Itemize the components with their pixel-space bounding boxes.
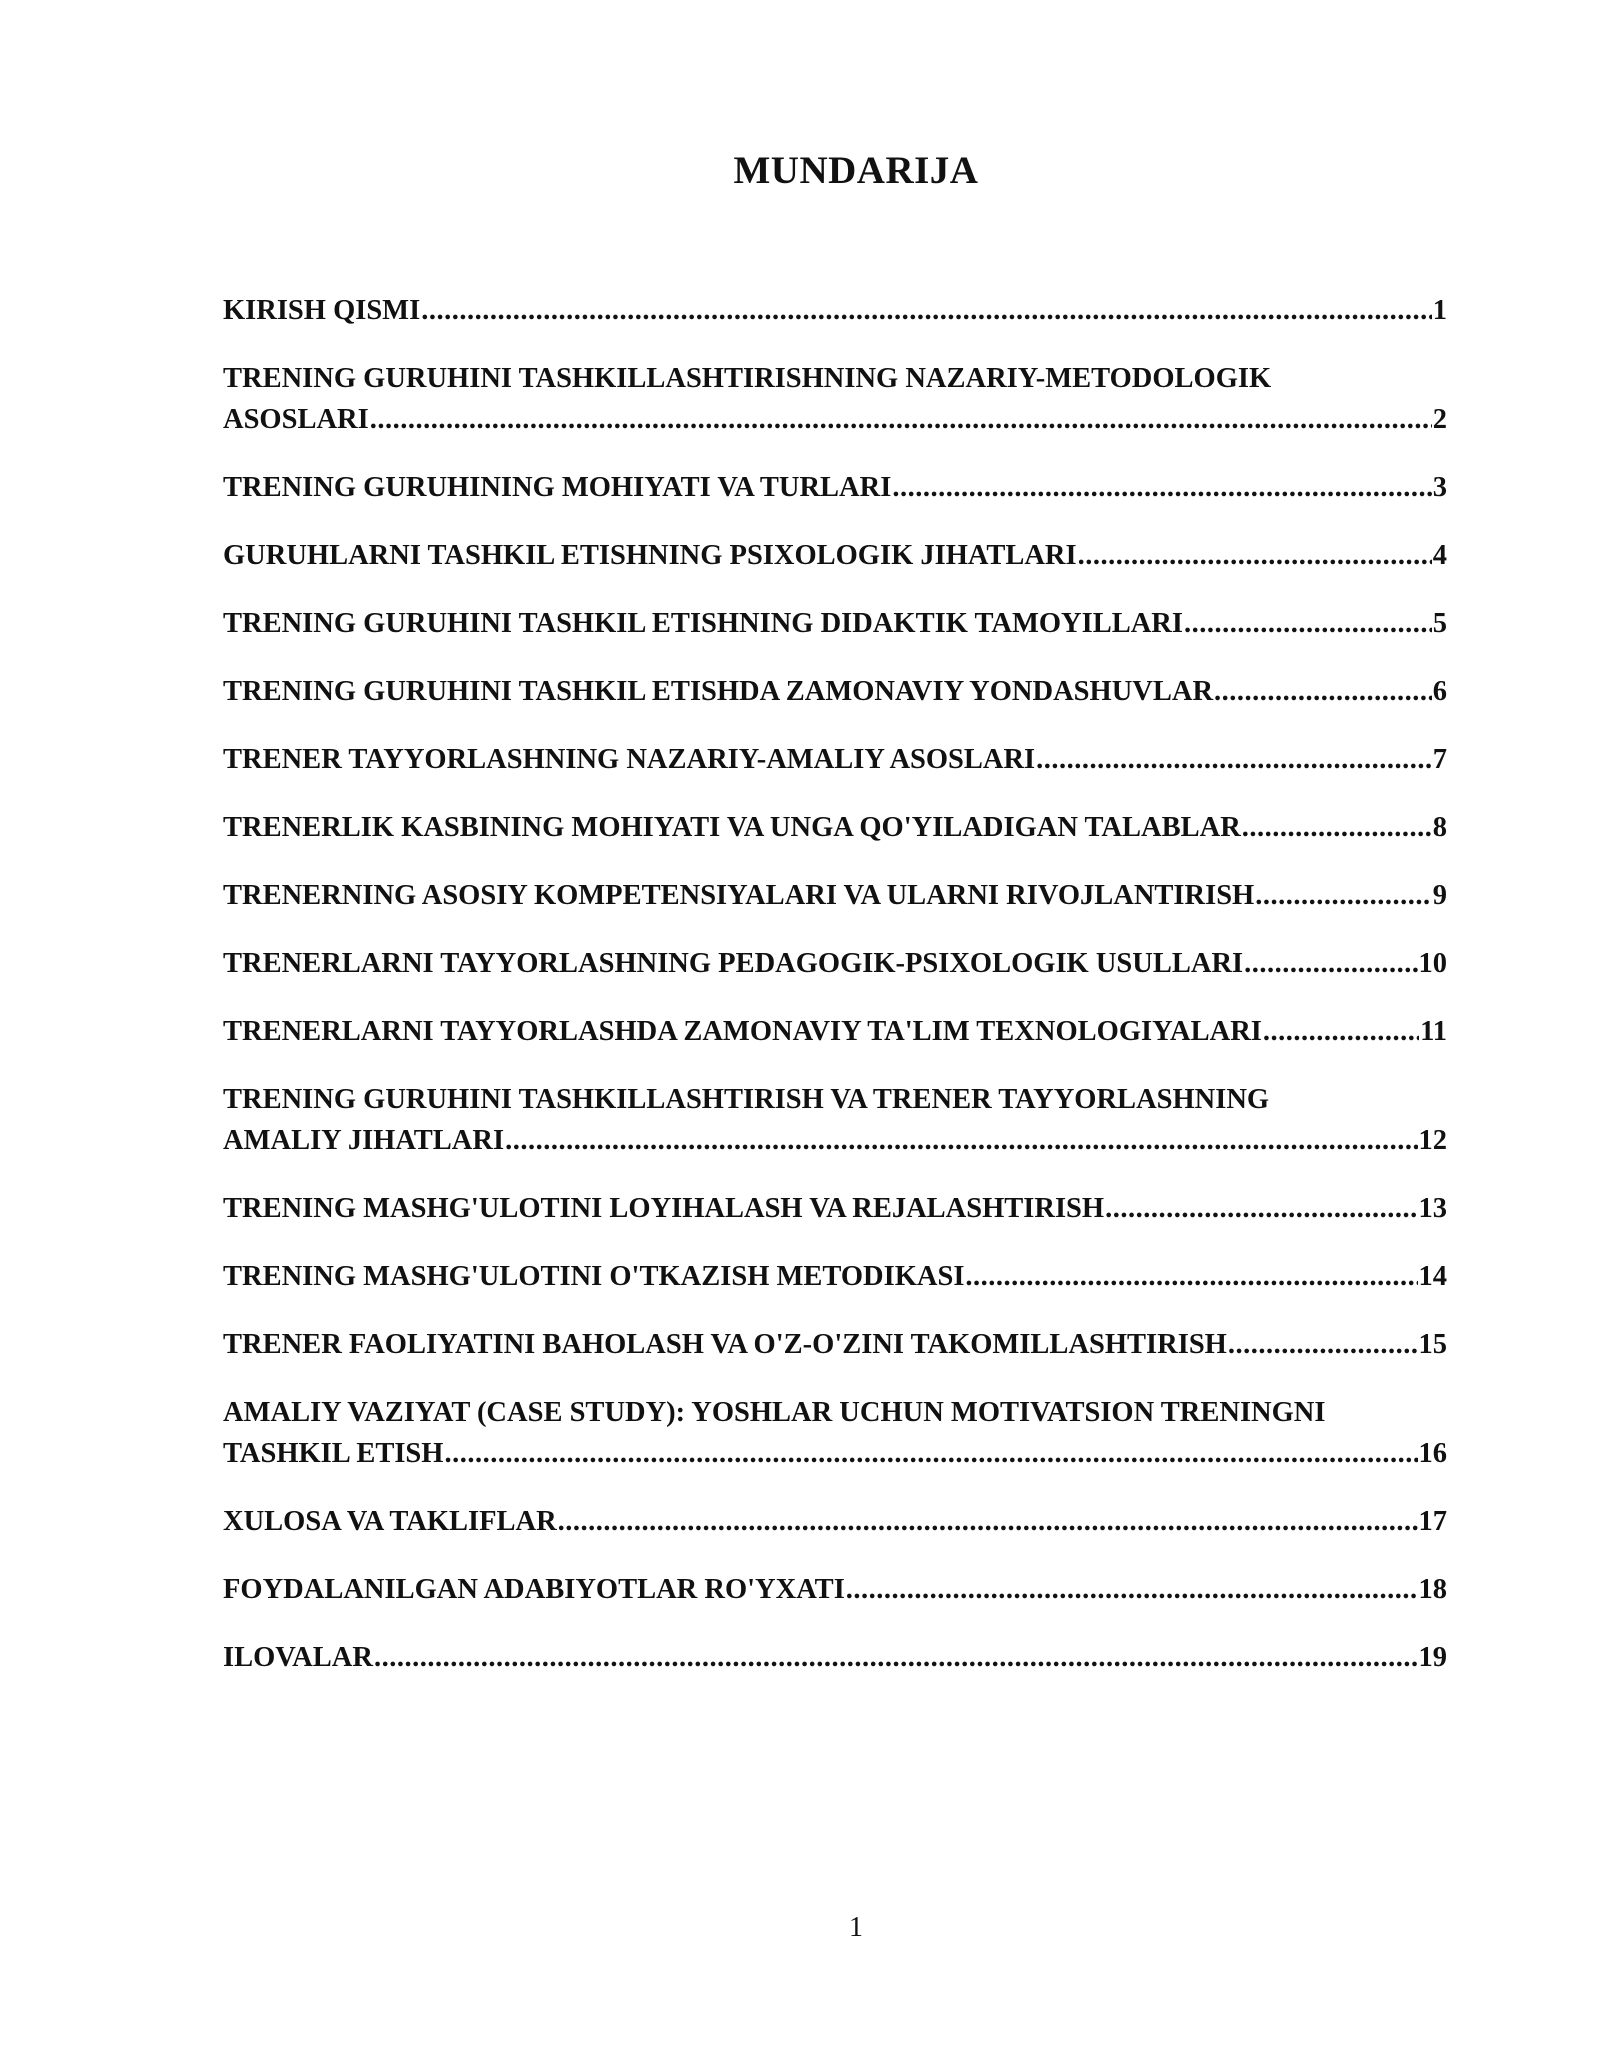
toc-page-number: 14 bbox=[1418, 1261, 1447, 1292]
toc-entry[interactable] bbox=[223, 603, 1447, 644]
dot-leader bbox=[1242, 807, 1432, 848]
dot-leader bbox=[965, 1256, 1417, 1297]
toc-entry-line bbox=[223, 1011, 1447, 1052]
toc-page-number: 13 bbox=[1418, 1193, 1447, 1224]
toc-entry-line bbox=[223, 399, 1447, 440]
toc-entry-line bbox=[223, 943, 1447, 984]
dot-leader bbox=[444, 1433, 1417, 1474]
dot-leader bbox=[1078, 535, 1432, 576]
toc-entry-line bbox=[223, 1569, 1447, 1610]
toc-entry-line bbox=[223, 1256, 1447, 1297]
toc-page-number: 5 bbox=[1432, 608, 1447, 639]
toc-entry[interactable] bbox=[223, 467, 1447, 508]
toc-entry-line bbox=[223, 671, 1447, 712]
toc-entry[interactable] bbox=[223, 671, 1447, 712]
toc-entry[interactable] bbox=[223, 875, 1447, 916]
toc-entry-text: TASHKIL ETISH bbox=[223, 1438, 444, 1469]
toc-entry-line bbox=[223, 1120, 1447, 1161]
toc-entry-text: TRENERLARNI TAYYORLASHNING PEDAGOGIK-PSIXOLOGIK USULLARI bbox=[223, 948, 1244, 979]
toc-entry[interactable] bbox=[223, 1079, 1447, 1161]
dot-leader bbox=[374, 1637, 1418, 1678]
toc-entry-text: ILOVALAR bbox=[223, 1642, 373, 1673]
toc-entry-line bbox=[223, 603, 1447, 644]
toc-page-number: 8 bbox=[1432, 812, 1447, 843]
dot-leader bbox=[846, 1569, 1418, 1610]
dot-leader bbox=[1214, 671, 1432, 712]
toc-page-number: 18 bbox=[1418, 1574, 1447, 1605]
toc-entry[interactable] bbox=[223, 1569, 1447, 1610]
toc-page-number: 12 bbox=[1418, 1125, 1447, 1156]
toc-entry-text: TRENERNING ASOSIY KOMPETENSIYALARI VA ULARNI RIVOJLANTIRISH bbox=[223, 880, 1255, 911]
dot-leader bbox=[1255, 875, 1432, 916]
dot-leader bbox=[505, 1120, 1417, 1161]
dot-leader bbox=[1263, 1011, 1419, 1052]
toc-page-number: 11 bbox=[1420, 1016, 1447, 1047]
toc-entry-line bbox=[223, 807, 1447, 848]
toc-entry[interactable] bbox=[223, 943, 1447, 984]
toc-entry[interactable] bbox=[223, 1256, 1447, 1297]
toc-entry-text: TRENING GURUHINI TASHKIL ETISHDA ZAMONAVIY YONDASHUVLAR bbox=[223, 676, 1214, 707]
toc-page-number: 3 bbox=[1432, 472, 1447, 503]
toc-entry-line bbox=[223, 1501, 1447, 1542]
toc-entry-text: GURUHLARNI TASHKIL ETISHNING PSIXOLOGIK JIHATLARI bbox=[223, 540, 1077, 571]
toc-entry[interactable] bbox=[223, 1011, 1447, 1052]
toc-page-number: 9 bbox=[1432, 880, 1447, 911]
table-of-contents bbox=[223, 290, 1447, 1705]
toc-page-number: 7 bbox=[1432, 744, 1447, 775]
toc-entry-text: TRENING GURUHINI TASHKILLASHTIRISH VA TRENER TAYYORLASHNING bbox=[223, 1084, 1270, 1115]
dot-leader bbox=[1228, 1324, 1418, 1365]
toc-page-number: 2 bbox=[1432, 404, 1447, 435]
toc-page-number: 15 bbox=[1418, 1329, 1447, 1360]
toc-entry-text: TRENERLARNI TAYYORLASHDA ZAMONAVIY TA'LIM TEXNOLOGIYALARI bbox=[223, 1016, 1262, 1047]
toc-entry-text: AMALIY JIHATLARI bbox=[223, 1125, 505, 1156]
toc-entry-line bbox=[223, 290, 1447, 331]
toc-entry-line bbox=[223, 739, 1447, 780]
toc-page-number: 10 bbox=[1418, 948, 1447, 979]
toc-entry-text: ASOSLARI bbox=[223, 404, 369, 435]
toc-entry-text: TRENING MASHG'ULOTINI O'TKAZISH METODIKASI bbox=[223, 1261, 965, 1292]
toc-entry[interactable] bbox=[223, 1188, 1447, 1229]
toc-entry-line bbox=[223, 1637, 1447, 1678]
toc-entry-text: TRENING GURUHINI TASHKILLASHTIRISHNING NAZARIY-METODOLOGIK bbox=[223, 363, 1272, 394]
toc-entry-text: TRENING GURUHINING MOHIYATI VA TURLARI bbox=[223, 472, 892, 503]
toc-entry[interactable] bbox=[223, 290, 1447, 331]
toc-entry[interactable] bbox=[223, 739, 1447, 780]
toc-entry-line bbox=[223, 1433, 1447, 1474]
toc-entry-line bbox=[223, 467, 1447, 508]
toc-entry[interactable] bbox=[223, 1324, 1447, 1365]
toc-page-number: 17 bbox=[1418, 1506, 1447, 1537]
dot-leader bbox=[421, 290, 1432, 331]
toc-entry-line bbox=[223, 535, 1447, 576]
dot-leader bbox=[370, 399, 1432, 440]
toc-entry-line bbox=[223, 875, 1447, 916]
toc-entry[interactable] bbox=[223, 358, 1447, 440]
toc-entry-text: XULOSA VA TAKLIFLAR bbox=[223, 1506, 557, 1537]
toc-entry-text: TRENING GURUHINI TASHKIL ETISHNING DIDAKTIK TAMOYILLARI bbox=[223, 608, 1183, 639]
page-title: MUNDARIJA bbox=[733, 149, 979, 192]
toc-entry-text: TRENING MASHG'ULOTINI LOYIHALASH VA REJALASHTIRISH bbox=[223, 1193, 1105, 1224]
dot-leader bbox=[1184, 603, 1432, 644]
toc-entry-text: TRENER TAYYORLASHNING NAZARIY-AMALIY ASOSLARI bbox=[223, 744, 1036, 775]
toc-entry-text: TRENER FAOLIYATINI BAHOLASH VA O'Z-O'ZINI TAKOMILLASHTIRISH bbox=[223, 1329, 1227, 1360]
toc-entry[interactable] bbox=[223, 1637, 1447, 1678]
toc-entry-text: FOYDALANILGAN ADABIYOTLAR RO'YXATI bbox=[223, 1574, 845, 1605]
toc-entry[interactable] bbox=[223, 1501, 1447, 1542]
dot-leader bbox=[1244, 943, 1417, 984]
dot-leader bbox=[1105, 1188, 1417, 1229]
toc-entry-line bbox=[223, 1324, 1447, 1365]
toc-entry-text: AMALIY VAZIYAT (CASE STUDY): YOSHLAR UCHUN MOTIVATSION TRENINGNI bbox=[223, 1397, 1326, 1428]
toc-entry-line bbox=[223, 1188, 1447, 1229]
toc-entry[interactable] bbox=[223, 807, 1447, 848]
page-number: 1 bbox=[849, 1912, 863, 1943]
toc-entry-text: KIRISH QISMI bbox=[223, 295, 421, 326]
toc-page-number: 4 bbox=[1432, 540, 1447, 571]
dot-leader bbox=[892, 467, 1431, 508]
toc-entry[interactable] bbox=[223, 535, 1447, 576]
toc-entry[interactable] bbox=[223, 1392, 1447, 1474]
toc-page-number: 6 bbox=[1432, 676, 1447, 707]
toc-page-number: 19 bbox=[1418, 1642, 1447, 1673]
toc-page-number: 1 bbox=[1432, 295, 1447, 326]
toc-page-number: 16 bbox=[1418, 1438, 1447, 1469]
toc-entry-text: TRENERLIK KASBINING MOHIYATI VA UNGA QO'YILADIGAN TALABLAR bbox=[223, 812, 1241, 843]
dot-leader bbox=[558, 1501, 1418, 1542]
dot-leader bbox=[1036, 739, 1432, 780]
